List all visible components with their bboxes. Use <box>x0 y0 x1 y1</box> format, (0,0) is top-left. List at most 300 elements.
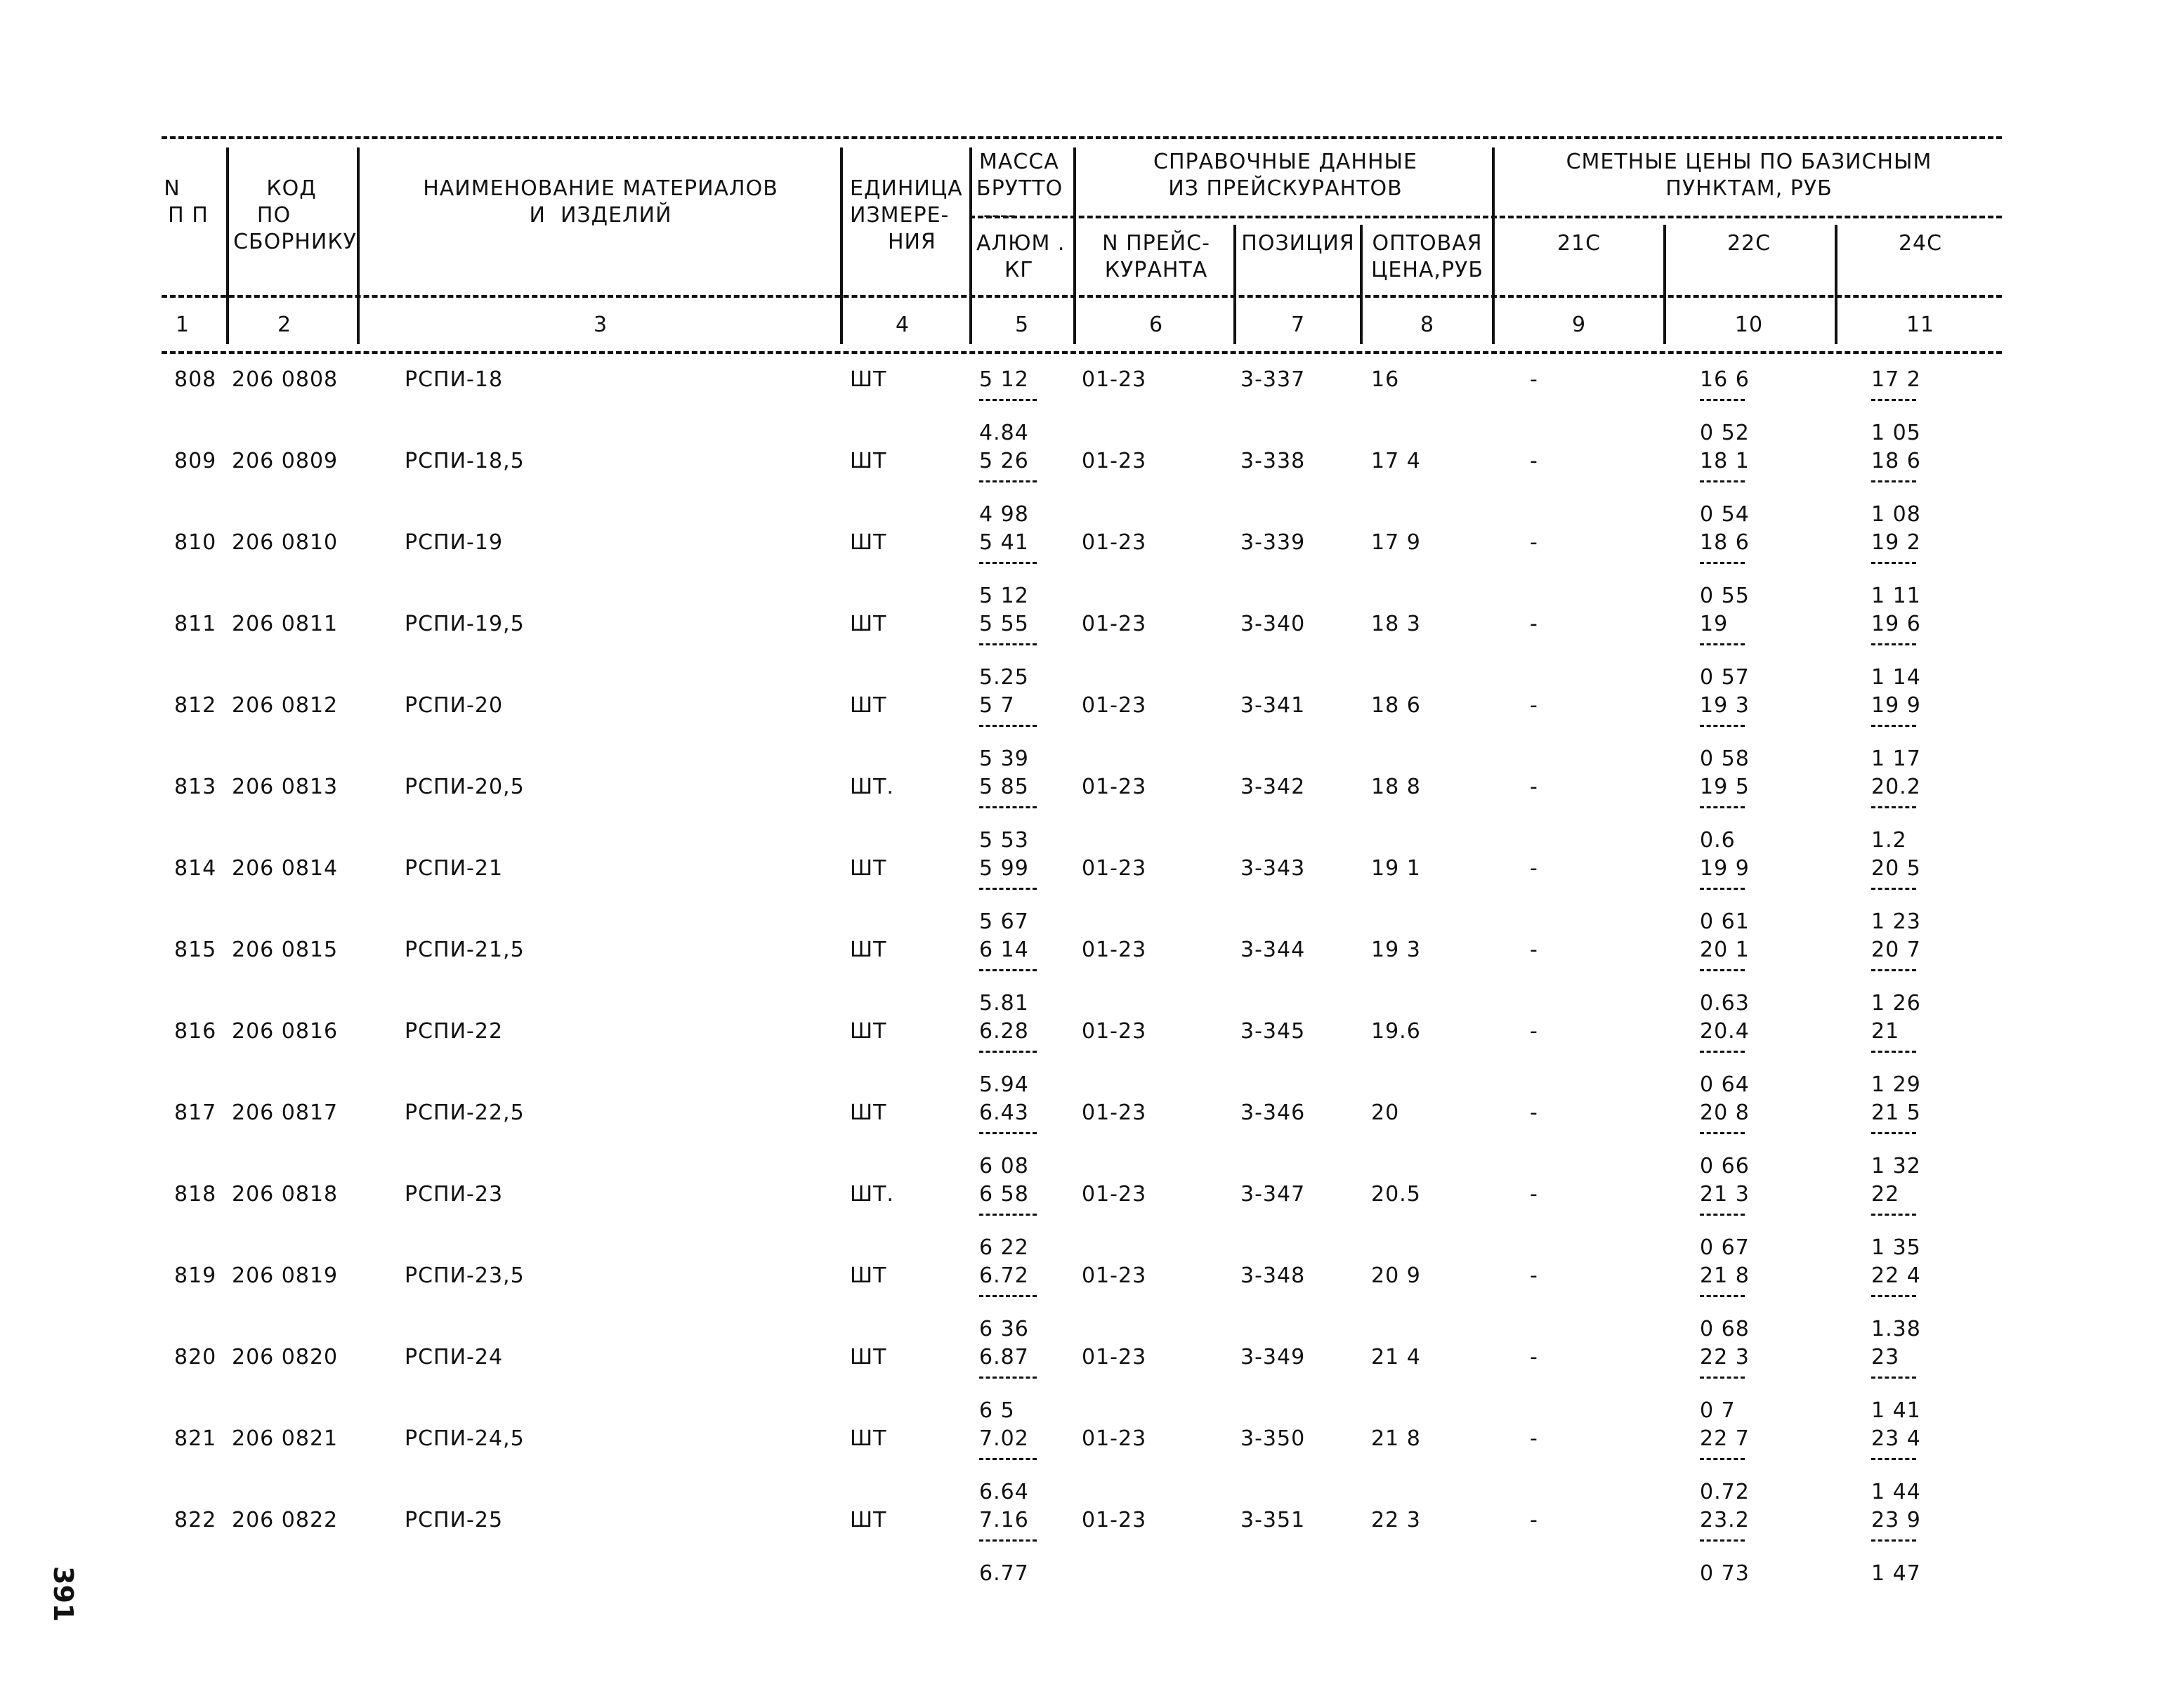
header-col1-line2: П П <box>168 203 209 228</box>
cell-wholesale: 18 8 <box>1371 775 1421 799</box>
cell-n: 819 <box>174 1263 217 1288</box>
col-number-3: 3 <box>593 313 608 337</box>
fraction-line <box>979 480 1037 482</box>
cell-mass-bot: 4.84 <box>979 421 1029 445</box>
col-number-9: 9 <box>1571 313 1587 337</box>
cell-p24-top: 20 5 <box>1871 856 1921 881</box>
cell-mass-top: 5 7 <box>979 693 1015 718</box>
cell-p22-top: 20.4 <box>1700 1019 1750 1044</box>
header-col2-line3: СБОРНИКУ <box>233 230 357 254</box>
cell-unit: ШТ <box>850 530 887 555</box>
fraction-line <box>1871 1051 1916 1053</box>
cell-p22-top: 22 3 <box>1700 1345 1750 1369</box>
cell-mass-bot: 5 67 <box>979 909 1029 934</box>
col-number-10: 10 <box>1734 313 1764 337</box>
cell-pricelist: 01-23 <box>1082 775 1147 799</box>
header-subgroup-rule <box>969 216 2002 218</box>
fraction-line <box>1871 969 1916 971</box>
header-col5-line2: БРУТТО <box>976 176 1063 201</box>
cell-pos: 3-343 <box>1240 856 1306 881</box>
header-col8-line1: ОПТОВАЯ <box>1372 231 1483 256</box>
fraction-line <box>1871 725 1916 727</box>
cell-p24-bot: 1 41 <box>1871 1398 1921 1423</box>
cell-p22-bot: 0 58 <box>1700 747 1750 771</box>
fraction-line <box>1871 643 1916 645</box>
cell-name: РСПИ-24 <box>405 1345 504 1369</box>
cell-unit: ШТ. <box>850 775 894 799</box>
cell-unit: ШТ <box>850 1263 887 1288</box>
fraction-line <box>979 1458 1037 1460</box>
fraction-line <box>1871 806 1916 808</box>
cell-pos: 3-349 <box>1240 1345 1306 1369</box>
cell-p22-bot: 0 54 <box>1700 502 1750 527</box>
cell-p24-bot: 1 05 <box>1871 421 1921 445</box>
cell-p22-bot: 0 55 <box>1700 584 1750 608</box>
cell-code: 206 0815 <box>232 938 339 962</box>
cell-n: 822 <box>174 1508 217 1532</box>
cell-code: 206 0817 <box>232 1101 339 1125</box>
cell-name: РСПИ-25 <box>405 1508 504 1532</box>
cell-p21: - <box>1530 1019 1538 1044</box>
header-prices-group-line2: ПУНКТАМ, РУБ <box>1665 176 1833 201</box>
header-col6-line2: КУРАНТА <box>1104 258 1208 282</box>
cell-mass-top: 5 12 <box>979 367 1029 392</box>
cell-p21: - <box>1530 775 1538 799</box>
header-col2-line1: КОД <box>266 176 317 201</box>
header-col5-line1: МАССА <box>979 150 1059 174</box>
cell-unit: ШТ <box>850 1426 887 1451</box>
header-prices-group-line1: СМЕТНЫЕ ЦЕНЫ ПО БАЗИСНЫМ <box>1566 150 1932 174</box>
cell-p24-bot: 1 47 <box>1871 1561 1921 1586</box>
fraction-line <box>979 399 1037 401</box>
cell-p22-top: 18 1 <box>1700 449 1750 473</box>
cell-mass-top: 6.43 <box>979 1101 1029 1125</box>
cell-p22-top: 23.2 <box>1700 1508 1750 1532</box>
cell-code: 206 0811 <box>232 612 339 636</box>
fraction-line <box>1700 969 1745 971</box>
cell-p24-bot: 1 08 <box>1871 502 1921 527</box>
header-ref-group-line2: ИЗ ПРЕЙСКУРАНТОВ <box>1168 176 1403 201</box>
cell-n: 811 <box>174 612 217 636</box>
header-col11: 24С <box>1898 231 1943 256</box>
fraction-line <box>1871 1295 1916 1297</box>
header-divider <box>1073 147 1076 344</box>
fraction-line <box>1700 1214 1745 1216</box>
cell-n: 816 <box>174 1019 217 1044</box>
cell-name: РСПИ-22,5 <box>405 1101 525 1125</box>
cell-code: 206 0818 <box>232 1182 339 1207</box>
fraction-line <box>1871 480 1916 482</box>
cell-p22-bot: 0.72 <box>1700 1480 1750 1504</box>
fraction-line <box>1700 1295 1745 1297</box>
cell-p24-bot: 1 14 <box>1871 665 1921 690</box>
fraction-line <box>1700 562 1745 564</box>
cell-p21: - <box>1530 367 1538 392</box>
cell-p22-bot: 0 57 <box>1700 665 1750 690</box>
cell-wholesale: 20 9 <box>1371 1263 1421 1288</box>
cell-pos: 3-348 <box>1240 1263 1306 1288</box>
cell-wholesale: 22 3 <box>1371 1508 1421 1532</box>
cell-n: 812 <box>174 693 217 718</box>
cell-p21: - <box>1530 1345 1538 1369</box>
cell-mass-top: 6 14 <box>979 938 1029 962</box>
cell-p22-top: 16 6 <box>1700 367 1750 392</box>
cell-pricelist: 01-23 <box>1082 1345 1147 1369</box>
cell-wholesale: 19 1 <box>1371 856 1421 881</box>
cell-unit: ШТ <box>850 612 887 636</box>
header-col5-line4: АЛЮМ . <box>976 231 1066 256</box>
table-top-rule <box>162 136 2002 139</box>
cell-pricelist: 01-23 <box>1082 1019 1147 1044</box>
cell-n: 809 <box>174 449 217 473</box>
cell-pricelist: 01-23 <box>1082 856 1147 881</box>
cell-name: РСПИ-21 <box>405 856 504 881</box>
cell-wholesale: 20.5 <box>1371 1182 1421 1207</box>
cell-p21: - <box>1530 1426 1538 1451</box>
cell-p22-bot: 0 7 <box>1700 1398 1736 1423</box>
cell-pos: 3-351 <box>1240 1508 1306 1532</box>
cell-p21: - <box>1530 1263 1538 1288</box>
header-divider <box>1233 225 1236 344</box>
cell-wholesale: 21 8 <box>1371 1426 1421 1451</box>
cell-p22-top: 21 8 <box>1700 1263 1750 1288</box>
cell-p24-top: 21 5 <box>1871 1101 1921 1125</box>
cell-code: 206 0812 <box>232 693 339 718</box>
fraction-line <box>979 725 1037 727</box>
cell-code: 206 0822 <box>232 1508 339 1532</box>
header-col4-line3: НИЯ <box>888 230 936 254</box>
cell-pricelist: 01-23 <box>1082 1101 1147 1125</box>
header-divider <box>840 147 843 344</box>
fraction-line <box>1871 1377 1916 1379</box>
cell-pos: 3-341 <box>1240 693 1306 718</box>
header-col8-line2: ЦЕНА,РУБ <box>1371 258 1483 282</box>
cell-p24-top: 20.2 <box>1871 775 1921 799</box>
fraction-line <box>979 969 1037 971</box>
fraction-line <box>1700 725 1745 727</box>
cell-p22-bot: 0 66 <box>1700 1154 1750 1178</box>
cell-mass-bot: 5.25 <box>979 665 1029 690</box>
fraction-line <box>1871 1214 1916 1216</box>
cell-p21: - <box>1530 1101 1538 1125</box>
cell-code: 206 0814 <box>232 856 339 881</box>
cell-code: 206 0816 <box>232 1019 339 1044</box>
cell-p24-top: 23 4 <box>1871 1426 1921 1451</box>
fraction-line <box>1871 1458 1916 1460</box>
cell-p24-bot: 1.2 <box>1871 828 1907 853</box>
cell-p22-top: 19 3 <box>1700 693 1750 718</box>
cell-p22-bot: 0.63 <box>1700 991 1750 1016</box>
cell-p24-top: 19 9 <box>1871 693 1921 718</box>
cell-p21: - <box>1530 449 1538 473</box>
cell-mass-top: 5 41 <box>979 530 1029 555</box>
cell-unit: ШТ <box>850 938 887 962</box>
cell-mass-bot: 5 39 <box>979 747 1029 771</box>
cell-p24-bot: 1 26 <box>1871 991 1921 1016</box>
cell-p24-top: 22 <box>1871 1182 1900 1207</box>
cell-name: РСПИ-18,5 <box>405 449 525 473</box>
cell-p22-top: 18 6 <box>1700 530 1750 555</box>
cell-pos: 3-338 <box>1240 449 1306 473</box>
header-col7: ПОЗИЦИЯ <box>1241 231 1355 256</box>
cell-p24-top: 19 6 <box>1871 612 1921 636</box>
cell-mass-top: 6.87 <box>979 1345 1029 1369</box>
cell-mass-top: 6.72 <box>979 1263 1029 1288</box>
colnum-bottom-rule <box>162 351 2002 354</box>
cell-p22-top: 21 3 <box>1700 1182 1750 1207</box>
cell-p21: - <box>1530 1508 1538 1532</box>
header-divider <box>1492 147 1495 344</box>
cell-pos: 3-346 <box>1240 1101 1306 1125</box>
cell-p22-bot: 0.6 <box>1700 828 1736 853</box>
cell-unit: ШТ <box>850 449 887 473</box>
header-col9: 21С <box>1557 231 1601 256</box>
fraction-line <box>979 1132 1037 1134</box>
cell-name: РСПИ-21,5 <box>405 938 525 962</box>
cell-wholesale: 21 4 <box>1371 1345 1421 1369</box>
cell-p22-bot: 0 61 <box>1700 909 1750 934</box>
header-col5-line3: ---- <box>983 203 1017 228</box>
cell-pricelist: 01-23 <box>1082 693 1147 718</box>
fraction-line <box>1871 1132 1916 1134</box>
header-bottom-rule <box>162 295 2002 298</box>
fraction-line <box>979 643 1037 645</box>
cell-wholesale: 19.6 <box>1371 1019 1421 1044</box>
fraction-line <box>979 806 1037 808</box>
fraction-line <box>1871 562 1916 564</box>
cell-p24-top: 18 6 <box>1871 449 1921 473</box>
fraction-line <box>1700 1132 1745 1134</box>
header-col3-line1: НАИМЕНОВАНИЕ МАТЕРИАЛОВ <box>423 176 778 201</box>
cell-mass-top: 6 58 <box>979 1182 1029 1207</box>
cell-p24-bot: 1 17 <box>1871 747 1921 771</box>
cell-mass-top: 5 85 <box>979 775 1029 799</box>
cell-mass-top: 7.16 <box>979 1508 1029 1532</box>
header-ref-group-line1: СПРАВОЧНЫЕ ДАННЫЕ <box>1153 150 1417 174</box>
cell-pricelist: 01-23 <box>1082 1426 1147 1451</box>
cell-pos: 3-342 <box>1240 775 1306 799</box>
cell-pos: 3-347 <box>1240 1182 1306 1207</box>
cell-pos: 3-345 <box>1240 1019 1306 1044</box>
cell-code: 206 0809 <box>232 449 339 473</box>
cell-pos: 3-337 <box>1240 367 1306 392</box>
header-col5-line5: КГ <box>1004 258 1034 282</box>
cell-n: 810 <box>174 530 217 555</box>
cell-n: 818 <box>174 1182 217 1207</box>
fraction-line <box>979 1214 1037 1216</box>
col-number-2: 2 <box>277 313 292 337</box>
cell-mass-bot: 6 22 <box>979 1235 1029 1260</box>
cell-p24-top: 22 4 <box>1871 1263 1921 1288</box>
cell-pricelist: 01-23 <box>1082 1182 1147 1207</box>
cell-p24-bot: 1 11 <box>1871 584 1921 608</box>
cell-name: РСПИ-23,5 <box>405 1263 525 1288</box>
header-divider <box>226 147 229 344</box>
cell-mass-top: 5 55 <box>979 612 1029 636</box>
cell-pos: 3-350 <box>1240 1426 1306 1451</box>
header-col10: 22С <box>1727 231 1771 256</box>
fraction-line <box>1700 1458 1745 1460</box>
cell-p24-top: 23 <box>1871 1345 1900 1369</box>
cell-unit: ШТ <box>850 1101 887 1125</box>
cell-n: 820 <box>174 1345 217 1369</box>
col-number-8: 8 <box>1420 313 1435 337</box>
cell-code: 206 0820 <box>232 1345 339 1369</box>
cell-p22-top: 19 <box>1700 612 1729 636</box>
fraction-line <box>979 1377 1037 1379</box>
fraction-line <box>1700 399 1745 401</box>
cell-mass-bot: 6 36 <box>979 1317 1029 1341</box>
cell-name: РСПИ-19 <box>405 530 504 555</box>
col-number-7: 7 <box>1290 313 1306 337</box>
cell-p22-bot: 0 64 <box>1700 1072 1750 1097</box>
cell-unit: ШТ <box>850 1508 887 1532</box>
cell-p21: - <box>1530 1182 1538 1207</box>
fraction-line <box>1700 806 1745 808</box>
cell-p22-top: 20 1 <box>1700 938 1750 962</box>
cell-mass-bot: 6.64 <box>979 1480 1029 1504</box>
cell-p22-bot: 0 73 <box>1700 1561 1750 1586</box>
fraction-line <box>1700 1539 1745 1542</box>
cell-n: 814 <box>174 856 217 881</box>
cell-pos: 3-339 <box>1240 530 1306 555</box>
col-number-6: 6 <box>1148 313 1164 337</box>
cell-p22-bot: 0 52 <box>1700 421 1750 445</box>
cell-mass-bot: 5.94 <box>979 1072 1029 1097</box>
cell-p24-bot: 1 23 <box>1871 909 1921 934</box>
cell-p21: - <box>1530 612 1538 636</box>
cell-p24-top: 20 7 <box>1871 938 1921 962</box>
cell-name: РСПИ-20 <box>405 693 504 718</box>
fraction-line <box>1700 480 1745 482</box>
header-col4-line1: ЕДИНИЦА <box>850 176 963 201</box>
fraction-line <box>979 1539 1037 1542</box>
cell-unit: ШТ <box>850 367 887 392</box>
cell-wholesale: 18 3 <box>1371 612 1421 636</box>
fraction-line <box>979 888 1037 890</box>
cell-n: 821 <box>174 1426 217 1451</box>
cell-name: РСПИ-19,5 <box>405 612 525 636</box>
cell-mass-bot: 5.81 <box>979 991 1029 1016</box>
cell-pricelist: 01-23 <box>1082 612 1147 636</box>
cell-p24-top: 19 2 <box>1871 530 1921 555</box>
col-number-5: 5 <box>1014 313 1030 337</box>
cell-code: 206 0810 <box>232 530 339 555</box>
cell-wholesale: 18 6 <box>1371 693 1421 718</box>
cell-mass-bot: 6 5 <box>979 1398 1015 1423</box>
fraction-line <box>1700 1051 1745 1053</box>
cell-p24-bot: 1 32 <box>1871 1154 1921 1178</box>
cell-p21: - <box>1530 856 1538 881</box>
cell-name: РСПИ-24,5 <box>405 1426 525 1451</box>
cell-p24-top: 23 9 <box>1871 1508 1921 1532</box>
cell-wholesale: 17 9 <box>1371 530 1421 555</box>
cell-mass-top: 5 99 <box>979 856 1029 881</box>
header-divider <box>969 147 972 344</box>
cell-mass-bot: 5 53 <box>979 828 1029 853</box>
cell-code: 206 0808 <box>232 367 339 392</box>
cell-p22-bot: 0 68 <box>1700 1317 1750 1341</box>
cell-unit: ШТ. <box>850 1182 894 1207</box>
cell-wholesale: 20 <box>1371 1101 1400 1125</box>
cell-n: 808 <box>174 367 217 392</box>
cell-wholesale: 16 <box>1371 367 1400 392</box>
cell-code: 206 0813 <box>232 775 339 799</box>
header-col6-line1: N ПРЕЙС- <box>1102 231 1210 256</box>
cell-mass-bot: 5 12 <box>979 584 1029 608</box>
cell-mass-bot: 6.77 <box>979 1561 1029 1586</box>
cell-name: РСПИ-23 <box>405 1182 504 1207</box>
header-col2-line2: ПО <box>256 203 291 228</box>
cell-unit: ШТ <box>850 693 887 718</box>
fraction-line <box>1700 643 1745 645</box>
cell-n: 815 <box>174 938 217 962</box>
fraction-line <box>1871 399 1916 401</box>
cell-p22-top: 20 8 <box>1700 1101 1750 1125</box>
cell-wholesale: 19 3 <box>1371 938 1421 962</box>
cell-mass-bot: 6 08 <box>979 1154 1029 1178</box>
cell-mass-bot: 4 98 <box>979 502 1029 527</box>
cell-p22-top: 22 7 <box>1700 1426 1750 1451</box>
cell-mass-top: 6.28 <box>979 1019 1029 1044</box>
cell-name: РСПИ-20,5 <box>405 775 525 799</box>
cell-unit: ШТ <box>850 856 887 881</box>
cell-pricelist: 01-23 <box>1082 367 1147 392</box>
cell-p21: - <box>1530 938 1538 962</box>
cell-pricelist: 01-23 <box>1082 1263 1147 1288</box>
col-number-1: 1 <box>175 313 190 337</box>
cell-p24-bot: 1 29 <box>1871 1072 1921 1097</box>
cell-p24-bot: 1 44 <box>1871 1480 1921 1504</box>
fraction-line <box>1871 888 1916 890</box>
page-number: 391 <box>48 1566 79 1622</box>
cell-pricelist: 01-23 <box>1082 449 1147 473</box>
fraction-line <box>1700 888 1745 890</box>
fraction-line <box>979 1295 1037 1297</box>
cell-unit: ШТ <box>850 1019 887 1044</box>
cell-p24-top: 17 2 <box>1871 367 1921 392</box>
fraction-line <box>979 562 1037 564</box>
cell-code: 206 0819 <box>232 1263 339 1288</box>
cell-n: 817 <box>174 1101 217 1125</box>
header-col4-line2: ИЗМЕРЕ- <box>850 203 950 228</box>
cell-pricelist: 01-23 <box>1082 530 1147 555</box>
cell-p22-bot: 0 67 <box>1700 1235 1750 1260</box>
cell-name: РСПИ-18 <box>405 367 504 392</box>
cell-wholesale: 17 4 <box>1371 449 1421 473</box>
cell-n: 813 <box>174 775 217 799</box>
header-col1-line1: N <box>164 176 181 201</box>
fraction-line <box>979 1051 1037 1053</box>
cell-p24-top: 21 <box>1871 1019 1900 1044</box>
cell-mass-top: 7.02 <box>979 1426 1029 1451</box>
col-number-4: 4 <box>895 313 910 337</box>
cell-unit: ШТ <box>850 1345 887 1369</box>
fraction-line <box>1871 1539 1916 1542</box>
cell-p21: - <box>1530 693 1538 718</box>
cell-pos: 3-340 <box>1240 612 1306 636</box>
cell-p21: - <box>1530 530 1538 555</box>
header-col3-line2: И ИЗДЕЛИЙ <box>529 203 672 228</box>
cell-p24-bot: 1 35 <box>1871 1235 1921 1260</box>
cell-pos: 3-344 <box>1240 938 1306 962</box>
col-number-11: 11 <box>1906 313 1935 337</box>
cell-name: РСПИ-22 <box>405 1019 504 1044</box>
cell-p24-bot: 1.38 <box>1871 1317 1921 1341</box>
cell-pricelist: 01-23 <box>1082 1508 1147 1532</box>
fraction-line <box>1700 1377 1745 1379</box>
cell-p22-top: 19 5 <box>1700 775 1750 799</box>
